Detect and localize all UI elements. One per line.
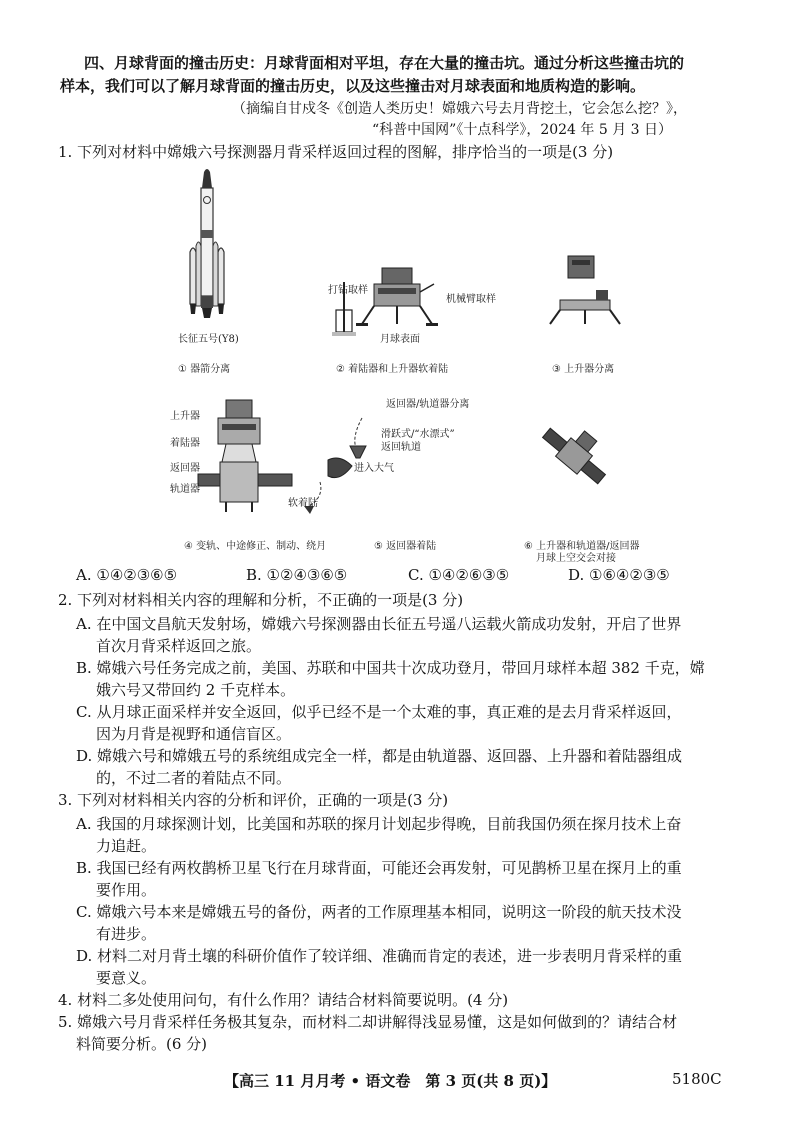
q2-option-c-line1: C. 从月球正面采样并安全返回，似乎已经不是一个太难的事，真正难的是去月背采样返回， (76, 703, 682, 721)
q5-stem-line2: 料简要分析。(6 分) (76, 1035, 208, 1053)
q2-option-d-line1: D. 嫦娥六号和嫦娥五号的系统组成完全一样，都是由轨道器、返回器、上升器和着陆器组成 (76, 747, 683, 765)
lander-label: 着陆器 (170, 438, 200, 449)
q3-option-a-line1: A. 我国的月球探测计划，比美国和苏联的探月计划起步得晚，目前我国仍须在探月技术上奋 (76, 815, 682, 833)
q3-option-b-line1: B. 我国已经有两枚鹊桥卫星飞行在月球背面，可能还会再发射，可见鹊桥卫星在探月上的重 (76, 859, 682, 877)
caption-6a: ⑥ 上升器和轨道器/返回器 (524, 541, 640, 552)
q1-option-a: A. ①④②③⑥⑤ (76, 566, 178, 584)
softland-label: 软着陆 (288, 498, 318, 509)
q3-option-a-line2: 力追赶。 (96, 837, 157, 855)
ascender-label: 上升器 (170, 411, 200, 422)
q3-option-c-line1: C. 嫦娥六号本来是嫦娥五号的备份，两者的工作原理基本相同，说明这一阶段的航天技术没 (76, 903, 682, 921)
caption-1: ① 器箭分离 (178, 364, 231, 375)
caption-6b: 月球上空交会对接 (536, 553, 616, 564)
skip-label-b: 返回轨道 (381, 442, 421, 453)
q3-option-b-line2: 要作用。 (96, 881, 157, 899)
ascender-separation-illustration (546, 250, 626, 330)
q2-option-b-line2: 娥六号又带回约 2 千克样本。 (96, 681, 296, 699)
passage-section-line1: 四、月球背面的撞击历史：月球背面相对平坦，存在大量的撞击坑。通过分析这些撞击坑的 (84, 54, 685, 72)
q2-option-a-line1: A. 在中国文昌航天发射场，嫦娥六号探测器由长征五号遥八运载火箭成功发射，开启了世界 (76, 615, 682, 633)
q1-stem: 1. 下列对材料中嫦娥六号探测器月背采样返回过程的图解，排序恰当的一项是(3 分) (58, 143, 614, 161)
q2-option-c-line2: 因为月背是视野和通信盲区。 (96, 725, 292, 743)
source-line1: （摘编自甘戍冬《创造人类历史！嫦娥六号去月背挖土，它会怎么挖？》， (232, 101, 687, 117)
docking-illustration (534, 416, 614, 496)
caption-5: ⑤ 返回器着陆 (374, 541, 437, 552)
q1-option-c: C. ①④②⑥③⑤ (408, 566, 510, 584)
spacecraft-stack-illustration (196, 396, 296, 516)
q3-option-d-line2: 要意义。 (96, 969, 157, 987)
q2-stem: 2. 下列对材料相关内容的理解和分析，不正确的一项是(3 分) (58, 591, 464, 609)
q1-option-b: B. ①②④③⑥⑤ (246, 566, 348, 584)
skip-label-a: 滑跃式/“水漂式” (381, 429, 455, 440)
caption-2: ② 着陆器和上升器软着陆 (336, 364, 449, 375)
page-footer-code: 5180C (672, 1070, 722, 1088)
caption-4: ④ 变轨、中途修正、制动、绕月 (184, 541, 327, 552)
orbiter-label: 轨道器 (170, 484, 200, 495)
q4-stem: 4. 材料二多处使用问句，有什么作用？请结合材料简要说明。(4 分) (58, 991, 509, 1009)
page-footer-title: 【高三 11 月月考 • 语文卷 第 3 页(共 8 页)】 (224, 1072, 557, 1090)
q2-option-b-line1: B. 嫦娥六号任务完成之前，美国、苏联和中国共十次成功登月，带回月球样本超 382 千克，嫦 (76, 659, 705, 677)
drill-label: 打钻取样 (328, 285, 368, 296)
q3-option-d-line1: D. 材料二对月背土壤的科研价值作了较详细、准确而肯定的表述，进一步表明月背采样的重 (76, 947, 683, 965)
rocket-label: 长征五号(Y8) (178, 334, 239, 345)
q2-option-d-line2: 的，不过二者的着陆点不同。 (96, 769, 292, 787)
q1-option-d: D. ①⑥④②③⑤ (568, 566, 670, 584)
separate-label: 返回器/轨道器分离 (386, 399, 470, 410)
passage-section-line2: 样本，我们可以了解月球背面的撞击历史，以及这些撞击对月球表面和地质构造的影响。 (60, 77, 646, 95)
source-line2: “科普中国网”《十点科学》，2024 年 5 月 3 日） (372, 122, 673, 138)
q5-stem-line1: 5. 嫦娥六号月背采样任务极其复杂，而材料二却讲解得浅显易懂，这是如何做到的？请结合材 (58, 1013, 678, 1031)
returner-label: 返回器 (170, 463, 200, 474)
arm-label: 机械臂取样 (446, 294, 496, 305)
q3-option-c-line2: 有进步。 (96, 925, 157, 943)
surface-label: 月球表面 (380, 334, 420, 345)
q3-stem: 3. 下列对材料相关内容的分析和评价，正确的一项是(3 分) (58, 791, 449, 809)
caption-3: ③ 上升器分离 (552, 364, 615, 375)
q2-option-a-line2: 首次月背采样返回之旅。 (96, 637, 262, 655)
atmo-label: 进入大气 (354, 463, 394, 474)
rocket-illustration (172, 168, 242, 328)
